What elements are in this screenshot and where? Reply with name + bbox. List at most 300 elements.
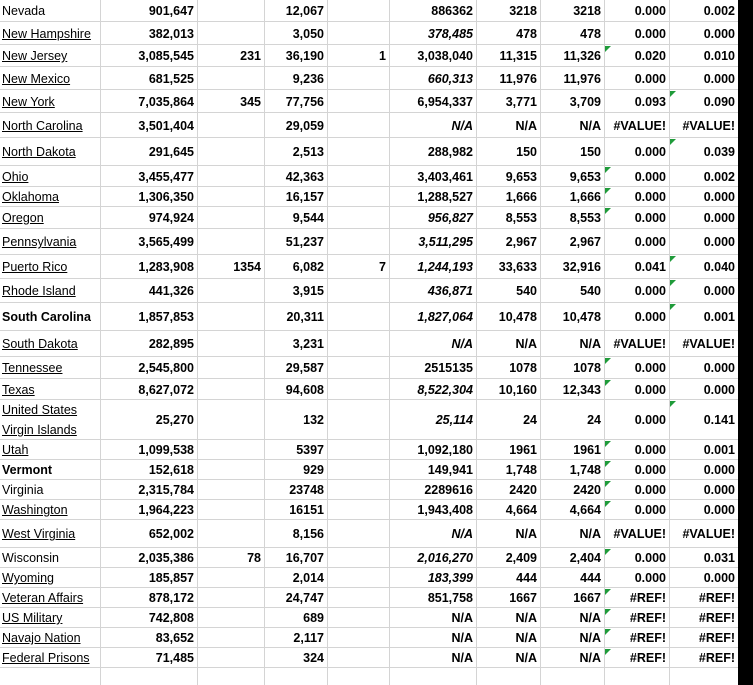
cell-col-h[interactable]: 1961 bbox=[573, 443, 601, 457]
cell-col-e[interactable] bbox=[327, 207, 389, 229]
cell-col-c[interactable] bbox=[197, 0, 264, 22]
cell-population[interactable]: 1,283,908 bbox=[138, 260, 194, 274]
cell-col-h[interactable]: 1,748 bbox=[569, 463, 601, 477]
error-indicator-icon[interactable] bbox=[670, 304, 676, 310]
error-indicator-icon[interactable] bbox=[605, 441, 611, 447]
cell-col-d[interactable]: 51,237 bbox=[285, 235, 324, 249]
cell-col-g[interactable]: 150 bbox=[516, 145, 537, 159]
error-indicator-icon[interactable] bbox=[670, 401, 676, 407]
cell-population[interactable]: 3,501,404 bbox=[138, 118, 194, 133]
cell-col-h[interactable]: N/A bbox=[579, 118, 601, 133]
cell-col-h[interactable]: N/A bbox=[579, 631, 601, 645]
cell-col-e[interactable] bbox=[327, 187, 389, 207]
cell-col-d[interactable]: 9,544 bbox=[292, 211, 324, 225]
cell-col-i[interactable]: 0.000 bbox=[634, 284, 666, 298]
cell-col-h[interactable]: N/A bbox=[579, 651, 601, 665]
cell-col-e[interactable] bbox=[327, 138, 389, 166]
cell-col-c[interactable] bbox=[197, 648, 264, 668]
cell-state-name[interactable]: Tennessee bbox=[2, 361, 63, 375]
cell-col-d[interactable]: 16151 bbox=[289, 503, 324, 517]
cell-col-e[interactable] bbox=[327, 500, 389, 520]
cell-col-d[interactable]: 929 bbox=[303, 463, 324, 477]
cell-col-e[interactable] bbox=[327, 588, 389, 608]
cell-col-j[interactable]: 0.000 bbox=[703, 361, 735, 375]
error-indicator-icon[interactable] bbox=[670, 139, 676, 145]
cell-population[interactable]: 3,565,499 bbox=[138, 235, 194, 249]
cell-col-g[interactable]: 540 bbox=[516, 284, 537, 298]
cell-col-j[interactable]: #VALUE! bbox=[682, 527, 735, 541]
cell-col-h[interactable]: 9,653 bbox=[569, 169, 601, 184]
cell-col-e[interactable] bbox=[327, 22, 389, 45]
cell-state-name[interactable]: Nevada bbox=[2, 4, 46, 18]
cell-col-e[interactable]: 7 bbox=[379, 260, 386, 274]
cell-col-i[interactable]: 0.000 bbox=[634, 169, 666, 184]
cell-population[interactable]: 878,172 bbox=[148, 591, 194, 605]
cell-col-d[interactable]: 23748 bbox=[289, 483, 324, 497]
cell-col-c[interactable] bbox=[197, 67, 264, 90]
cell-col-d[interactable]: 24,747 bbox=[285, 591, 324, 605]
cell-col-e[interactable] bbox=[327, 628, 389, 648]
cell-col-f[interactable]: 3,511,295 bbox=[418, 235, 473, 249]
cell-state-name[interactable]: New York bbox=[2, 94, 55, 109]
cell-col-g[interactable]: 3,771 bbox=[505, 94, 537, 109]
cell-population[interactable]: 152,618 bbox=[148, 463, 194, 477]
cell-col-e[interactable] bbox=[327, 303, 389, 331]
cell-col-g[interactable]: 11,976 bbox=[499, 71, 537, 86]
error-indicator-icon[interactable] bbox=[605, 188, 611, 194]
cell-col-d[interactable]: 6,082 bbox=[292, 260, 324, 274]
cell-col-c[interactable] bbox=[197, 113, 264, 138]
cell-col-d[interactable]: 29,059 bbox=[285, 118, 324, 133]
cell-col-f[interactable]: 1,827,064 bbox=[417, 310, 473, 324]
cell-col-j[interactable]: 0.000 bbox=[703, 503, 735, 517]
cell-col-d[interactable]: 42,363 bbox=[285, 169, 324, 184]
cell-col-c[interactable] bbox=[197, 357, 264, 379]
cell-population[interactable]: 2,315,784 bbox=[138, 483, 194, 497]
cell-col-h[interactable]: 1667 bbox=[573, 591, 601, 605]
error-indicator-icon[interactable] bbox=[605, 167, 611, 173]
cell-col-i[interactable]: 0.000 bbox=[634, 571, 666, 585]
cell-state-name[interactable]: South Carolina bbox=[2, 310, 91, 324]
cell-col-c[interactable] bbox=[197, 568, 264, 588]
cell-col-d[interactable]: 9,236 bbox=[292, 71, 324, 86]
cell-col-g[interactable]: 4,664 bbox=[505, 503, 537, 517]
cell-state-name[interactable]: Virginia bbox=[2, 483, 44, 497]
cell-col-h[interactable]: 1,666 bbox=[569, 190, 601, 204]
cell-col-d[interactable]: 20,311 bbox=[286, 310, 324, 324]
cell-population[interactable]: 974,924 bbox=[148, 211, 194, 225]
cell-col-e[interactable] bbox=[327, 440, 389, 460]
cell-col-f[interactable]: 6,954,337 bbox=[417, 94, 473, 109]
cell-col-d[interactable]: 3,231 bbox=[292, 337, 324, 351]
cell-col-i[interactable]: #REF! bbox=[629, 591, 666, 605]
cell-col-c[interactable] bbox=[197, 500, 264, 520]
cell-col-f[interactable]: 2515135 bbox=[424, 361, 473, 375]
cell-col-d[interactable]: 3,915 bbox=[292, 284, 324, 298]
cell-col-c[interactable] bbox=[197, 303, 264, 331]
cell-col-i[interactable]: #VALUE! bbox=[613, 118, 666, 133]
cell-col-i[interactable]: 0.000 bbox=[634, 71, 666, 86]
cell-col-e[interactable] bbox=[327, 229, 389, 255]
cell-col-c[interactable] bbox=[197, 400, 264, 440]
cell-population[interactable]: 2,545,800 bbox=[138, 361, 194, 375]
cell-col-g[interactable]: 1,748 bbox=[505, 463, 537, 477]
cell-col-f[interactable]: 660,313 bbox=[427, 71, 473, 86]
cell-col-f[interactable]: 3,038,040 bbox=[417, 49, 473, 63]
error-indicator-icon[interactable] bbox=[605, 501, 611, 507]
cell-col-c[interactable] bbox=[197, 229, 264, 255]
cell-col-h[interactable]: 12,343 bbox=[562, 382, 601, 397]
cell-col-f[interactable]: 1,092,180 bbox=[417, 443, 473, 457]
cell-col-g[interactable]: 444 bbox=[516, 571, 537, 585]
error-indicator-icon[interactable] bbox=[605, 549, 611, 555]
cell-col-g[interactable]: 10,160 bbox=[498, 382, 537, 397]
cell-col-j[interactable]: #VALUE! bbox=[682, 118, 735, 133]
cell-col-f[interactable]: 1,943,408 bbox=[417, 503, 473, 517]
cell-col-e[interactable] bbox=[327, 548, 389, 568]
cell-col-e[interactable] bbox=[327, 90, 389, 113]
cell-col-i[interactable]: 0.000 bbox=[634, 483, 666, 497]
cell-state-name[interactable]: New Hampshire bbox=[2, 26, 91, 41]
error-indicator-icon[interactable] bbox=[605, 589, 611, 595]
cell-col-h[interactable]: 478 bbox=[580, 26, 601, 41]
cell-col-j[interactable]: 0.002 bbox=[703, 4, 735, 18]
cell-col-c[interactable]: 1354 bbox=[233, 260, 261, 274]
error-indicator-icon[interactable] bbox=[670, 280, 676, 286]
cell-col-d[interactable]: 132 bbox=[303, 413, 324, 427]
cell-col-j[interactable]: 0.010 bbox=[703, 49, 735, 63]
cell-col-j[interactable]: 0.000 bbox=[703, 211, 735, 225]
cell-state-name[interactable]: New Jersey bbox=[2, 49, 68, 63]
cell-col-i[interactable]: 0.000 bbox=[634, 4, 666, 18]
cell-col-i[interactable]: 0.000 bbox=[634, 413, 666, 427]
cell-col-j[interactable]: 0.000 bbox=[703, 571, 735, 585]
cell-col-d[interactable]: 29,587 bbox=[285, 361, 324, 375]
cell-population[interactable]: 1,857,853 bbox=[138, 310, 194, 324]
cell-population[interactable]: 291,645 bbox=[148, 145, 194, 159]
cell-col-i[interactable]: #REF! bbox=[629, 611, 666, 625]
cell-col-i[interactable]: #REF! bbox=[629, 631, 666, 645]
cell-col-c[interactable] bbox=[197, 166, 264, 187]
cell-col-i[interactable]: 0.093 bbox=[634, 94, 666, 109]
cell-col-i[interactable]: 0.000 bbox=[634, 463, 666, 477]
cell-col-d[interactable]: 94,608 bbox=[285, 382, 324, 397]
cell-population[interactable]: 3,455,477 bbox=[138, 169, 194, 184]
cell-col-h[interactable]: 540 bbox=[580, 284, 601, 298]
cell-col-d[interactable]: 16,157 bbox=[285, 190, 324, 204]
cell-col-g[interactable]: N/A bbox=[515, 337, 537, 351]
cell-col-f[interactable]: N/A bbox=[451, 118, 473, 133]
error-indicator-icon[interactable] bbox=[605, 358, 611, 364]
cell-col-e[interactable] bbox=[327, 460, 389, 480]
cell-population[interactable]: 71,485 bbox=[155, 651, 194, 665]
cell-col-f[interactable]: 956,827 bbox=[427, 211, 473, 225]
cell-col-h[interactable]: 8,553 bbox=[569, 211, 601, 225]
cell-population[interactable]: 901,647 bbox=[148, 4, 194, 18]
cell-col-j[interactable]: 0.090 bbox=[703, 94, 735, 109]
cell-col-d[interactable]: 12,067 bbox=[285, 4, 324, 18]
cell-col-c[interactable] bbox=[197, 22, 264, 45]
cell-col-h[interactable]: 4,664 bbox=[569, 503, 601, 517]
cell-population[interactable]: 8,627,072 bbox=[138, 382, 194, 397]
cell-col-d[interactable]: 5397 bbox=[296, 443, 324, 457]
error-indicator-icon[interactable] bbox=[605, 609, 611, 615]
error-indicator-icon[interactable] bbox=[605, 380, 611, 386]
cell-col-h[interactable]: 444 bbox=[580, 571, 601, 585]
cell-col-g[interactable]: N/A bbox=[515, 118, 537, 133]
cell-col-e[interactable] bbox=[327, 379, 389, 400]
cell-col-j[interactable]: 0.000 bbox=[703, 382, 735, 397]
cell-col-f[interactable]: N/A bbox=[451, 611, 473, 625]
cell-col-j[interactable]: 0.039 bbox=[703, 145, 735, 159]
cell-col-c[interactable]: 231 bbox=[240, 49, 261, 63]
cell-col-e[interactable]: 1 bbox=[379, 49, 386, 63]
cell-col-c[interactable] bbox=[197, 460, 264, 480]
cell-col-g[interactable]: 10,478 bbox=[498, 310, 537, 324]
cell-col-f[interactable]: N/A bbox=[451, 631, 473, 645]
cell-col-f[interactable]: 851,758 bbox=[427, 591, 473, 605]
cell-col-i[interactable]: 0.000 bbox=[634, 211, 666, 225]
cell-col-c[interactable] bbox=[197, 138, 264, 166]
cell-col-f[interactable]: 8,522,304 bbox=[417, 382, 473, 397]
cell-population[interactable]: 742,808 bbox=[148, 611, 194, 625]
cell-col-e[interactable] bbox=[327, 648, 389, 668]
cell-col-f[interactable]: N/A bbox=[451, 651, 473, 665]
cell-col-f[interactable]: 886362 bbox=[431, 4, 473, 18]
cell-population[interactable]: 7,035,864 bbox=[138, 94, 194, 109]
cell-col-h[interactable]: 10,478 bbox=[562, 310, 601, 324]
cell-state-name[interactable]: West Virginia bbox=[2, 527, 76, 541]
cell-col-h[interactable]: N/A bbox=[579, 611, 601, 625]
cell-state-name[interactable]: Oregon bbox=[2, 211, 44, 225]
cell-col-i[interactable]: 0.000 bbox=[634, 26, 666, 41]
cell-col-h[interactable]: 24 bbox=[587, 413, 601, 427]
cell-col-h[interactable]: 32,916 bbox=[562, 260, 601, 274]
cell-col-e[interactable] bbox=[327, 480, 389, 500]
cell-col-d[interactable]: 8,156 bbox=[292, 527, 324, 541]
cell-state-name[interactable]: Washington bbox=[2, 503, 68, 517]
error-indicator-icon[interactable] bbox=[670, 256, 676, 262]
cell-col-f[interactable]: 25,114 bbox=[435, 413, 473, 427]
cell-col-g[interactable]: 478 bbox=[516, 26, 537, 41]
cell-state-name[interactable]: Ohio bbox=[2, 169, 29, 184]
cell-col-i[interactable]: 0.000 bbox=[634, 503, 666, 517]
cell-population[interactable]: 652,002 bbox=[148, 527, 194, 541]
cell-col-j[interactable]: #REF! bbox=[698, 651, 735, 665]
cell-col-g[interactable]: 8,553 bbox=[505, 211, 537, 225]
cell-col-j[interactable]: 0.001 bbox=[703, 310, 735, 324]
cell-col-j[interactable]: 0.000 bbox=[703, 463, 735, 477]
cell-col-g[interactable]: N/A bbox=[515, 631, 537, 645]
cell-col-j[interactable]: 0.000 bbox=[703, 483, 735, 497]
cell-population[interactable]: 185,857 bbox=[148, 571, 194, 585]
cell-col-g[interactable]: 2,967 bbox=[505, 235, 537, 249]
cell-col-i[interactable]: 0.000 bbox=[634, 145, 666, 159]
cell-col-g[interactable]: 24 bbox=[523, 413, 537, 427]
cell-col-c[interactable]: 78 bbox=[247, 551, 261, 565]
cell-col-h[interactable]: 2420 bbox=[573, 483, 601, 497]
cell-population[interactable]: 282,895 bbox=[148, 337, 194, 351]
cell-col-f[interactable]: 288,982 bbox=[427, 145, 473, 159]
cell-col-g[interactable]: 9,653 bbox=[505, 169, 537, 184]
cell-col-g[interactable]: N/A bbox=[515, 527, 537, 541]
cell-col-i[interactable]: 0.000 bbox=[634, 361, 666, 375]
cell-col-i[interactable]: 0.000 bbox=[634, 443, 666, 457]
cell-col-d[interactable]: 3,050 bbox=[292, 26, 324, 41]
cell-col-f[interactable]: 1,288,527 bbox=[417, 190, 473, 204]
cell-state-name[interactable]: Wisconsin bbox=[2, 551, 59, 565]
error-indicator-icon[interactable] bbox=[605, 649, 611, 655]
cell-col-e[interactable] bbox=[327, 520, 389, 548]
cell-col-i[interactable]: #VALUE! bbox=[613, 337, 666, 351]
cell-col-c[interactable] bbox=[197, 187, 264, 207]
cell-population[interactable]: 3,085,545 bbox=[138, 49, 194, 63]
cell-state-name[interactable]: Oklahoma bbox=[2, 190, 59, 204]
cell-col-f[interactable]: 2289616 bbox=[424, 483, 473, 497]
cell-col-e[interactable] bbox=[327, 113, 389, 138]
cell-col-h[interactable]: 2,404 bbox=[569, 551, 601, 565]
cell-col-j[interactable]: 0.001 bbox=[703, 443, 735, 457]
cell-state-name[interactable]: New Mexico bbox=[2, 71, 71, 86]
cell-col-f[interactable]: N/A bbox=[451, 337, 473, 351]
cell-col-j[interactable]: 0.000 bbox=[703, 284, 735, 298]
cell-col-h[interactable]: 11,976 bbox=[563, 71, 601, 86]
cell-col-i[interactable]: 0.000 bbox=[634, 235, 666, 249]
cell-col-d[interactable]: 2,513 bbox=[292, 145, 324, 159]
error-indicator-icon[interactable] bbox=[605, 629, 611, 635]
cell-col-i[interactable]: 0.000 bbox=[634, 551, 666, 565]
cell-col-j[interactable]: #REF! bbox=[698, 611, 735, 625]
cell-col-h[interactable]: N/A bbox=[579, 527, 601, 541]
cell-col-c[interactable] bbox=[197, 520, 264, 548]
error-indicator-icon[interactable] bbox=[605, 481, 611, 487]
cell-col-h[interactable]: 11,326 bbox=[563, 49, 601, 63]
cell-col-c[interactable] bbox=[197, 440, 264, 460]
cell-col-j[interactable]: #VALUE! bbox=[682, 337, 735, 351]
cell-col-g[interactable]: 1,666 bbox=[505, 190, 537, 204]
cell-state-name[interactable]: Rhode Island bbox=[2, 284, 76, 298]
cell-col-c[interactable] bbox=[197, 608, 264, 628]
cell-population[interactable]: 2,035,386 bbox=[138, 551, 194, 565]
cell-state-name[interactable]: United States Virgin Islands bbox=[2, 403, 78, 437]
cell-state-name[interactable]: North Dakota bbox=[2, 145, 76, 159]
cell-state-name[interactable]: Veteran Affairs bbox=[2, 591, 84, 605]
cell-state-name[interactable]: Pennsylvania bbox=[2, 235, 77, 249]
cell-state-name[interactable]: Puerto Rico bbox=[2, 260, 68, 274]
cell-state-name[interactable]: Vermont bbox=[2, 463, 53, 477]
cell-col-e[interactable] bbox=[327, 67, 389, 90]
cell-col-e[interactable] bbox=[327, 279, 389, 303]
cell-col-i[interactable]: #VALUE! bbox=[613, 527, 666, 541]
cell-col-f[interactable]: 183,399 bbox=[427, 571, 473, 585]
cell-state-name[interactable]: Wyoming bbox=[2, 571, 54, 585]
cell-col-h[interactable]: 1078 bbox=[573, 361, 601, 375]
cell-col-g[interactable]: 3218 bbox=[509, 4, 537, 18]
cell-population[interactable]: 382,013 bbox=[148, 26, 194, 41]
cell-col-j[interactable]: 0.000 bbox=[703, 190, 735, 204]
cell-col-i[interactable]: 0.020 bbox=[634, 49, 666, 63]
cell-col-j[interactable]: 0.031 bbox=[703, 551, 735, 565]
cell-col-j[interactable]: 0.141 bbox=[703, 413, 735, 427]
cell-col-i[interactable]: 0.041 bbox=[634, 260, 666, 274]
cell-col-e[interactable] bbox=[327, 608, 389, 628]
cell-population[interactable]: 1,306,350 bbox=[138, 190, 194, 204]
error-indicator-icon[interactable] bbox=[670, 91, 676, 97]
cell-col-j[interactable]: 0.002 bbox=[703, 169, 735, 184]
cell-col-c[interactable] bbox=[197, 588, 264, 608]
cell-state-name[interactable]: Navajo Nation bbox=[2, 631, 81, 645]
cell-col-j[interactable]: 0.000 bbox=[703, 71, 735, 86]
cell-col-f[interactable]: 1,244,193 bbox=[417, 260, 473, 274]
cell-col-f[interactable]: 149,941 bbox=[427, 463, 473, 477]
cell-col-j[interactable]: #REF! bbox=[698, 591, 735, 605]
cell-col-g[interactable]: 2420 bbox=[509, 483, 537, 497]
cell-state-name[interactable]: US Military bbox=[2, 611, 63, 625]
cell-col-h[interactable]: 2,967 bbox=[569, 235, 601, 249]
cell-col-c[interactable] bbox=[197, 480, 264, 500]
cell-col-f[interactable]: 2,016,270 bbox=[417, 551, 473, 565]
cell-population[interactable]: 1,099,538 bbox=[138, 443, 194, 457]
cell-col-f[interactable]: 3,403,461 bbox=[417, 169, 473, 184]
error-indicator-icon[interactable] bbox=[605, 461, 611, 467]
cell-col-g[interactable]: 1667 bbox=[509, 591, 537, 605]
cell-state-name[interactable]: North Carolina bbox=[2, 118, 83, 133]
cell-col-h[interactable]: 3,709 bbox=[569, 94, 601, 109]
cell-col-e[interactable] bbox=[327, 400, 389, 440]
cell-col-e[interactable] bbox=[327, 166, 389, 187]
cell-population[interactable]: 25,270 bbox=[155, 413, 194, 427]
cell-col-d[interactable]: 77,756 bbox=[285, 94, 324, 109]
cell-col-h[interactable]: N/A bbox=[579, 337, 601, 351]
cell-population[interactable]: 441,326 bbox=[148, 284, 194, 298]
cell-population[interactable]: 83,652 bbox=[155, 631, 194, 645]
cell-col-d[interactable]: 36,190 bbox=[285, 49, 324, 63]
cell-col-g[interactable]: N/A bbox=[515, 611, 537, 625]
cell-col-e[interactable] bbox=[327, 357, 389, 379]
cell-col-c[interactable]: 345 bbox=[240, 94, 261, 109]
cell-col-c[interactable] bbox=[197, 331, 264, 357]
cell-col-i[interactable]: 0.000 bbox=[634, 310, 666, 324]
cell-col-d[interactable]: 324 bbox=[303, 651, 324, 665]
cell-col-h[interactable]: 3218 bbox=[573, 4, 601, 18]
cell-state-name[interactable]: Texas bbox=[2, 382, 35, 397]
cell-population[interactable]: 1,964,223 bbox=[138, 503, 194, 517]
cell-col-j[interactable]: 0.000 bbox=[703, 26, 735, 41]
cell-col-i[interactable]: 0.000 bbox=[634, 382, 666, 397]
cell-col-d[interactable]: 689 bbox=[303, 611, 324, 625]
cell-population[interactable]: 681,525 bbox=[148, 71, 194, 86]
error-indicator-icon[interactable] bbox=[605, 46, 611, 52]
cell-col-f[interactable]: 378,485 bbox=[427, 26, 473, 41]
cell-col-f[interactable]: N/A bbox=[451, 527, 473, 541]
cell-col-i[interactable]: 0.000 bbox=[634, 190, 666, 204]
cell-col-g[interactable]: 2,409 bbox=[505, 551, 537, 565]
cell-col-d[interactable]: 16,707 bbox=[285, 551, 324, 565]
error-indicator-icon[interactable] bbox=[605, 208, 611, 214]
cell-col-d[interactable]: 2,014 bbox=[292, 571, 324, 585]
cell-col-h[interactable]: 150 bbox=[580, 145, 601, 159]
cell-col-j[interactable]: #REF! bbox=[698, 631, 735, 645]
cell-col-j[interactable]: 0.040 bbox=[703, 260, 735, 274]
cell-state-name[interactable]: Federal Prisons bbox=[2, 651, 90, 665]
cell-col-c[interactable] bbox=[197, 379, 264, 400]
cell-col-d[interactable]: 2,117 bbox=[293, 631, 324, 645]
cell-col-f[interactable]: 436,871 bbox=[427, 284, 473, 298]
cell-col-c[interactable] bbox=[197, 628, 264, 648]
cell-col-c[interactable] bbox=[197, 207, 264, 229]
cell-col-j[interactable]: 0.000 bbox=[703, 235, 735, 249]
cell-col-c[interactable] bbox=[197, 279, 264, 303]
